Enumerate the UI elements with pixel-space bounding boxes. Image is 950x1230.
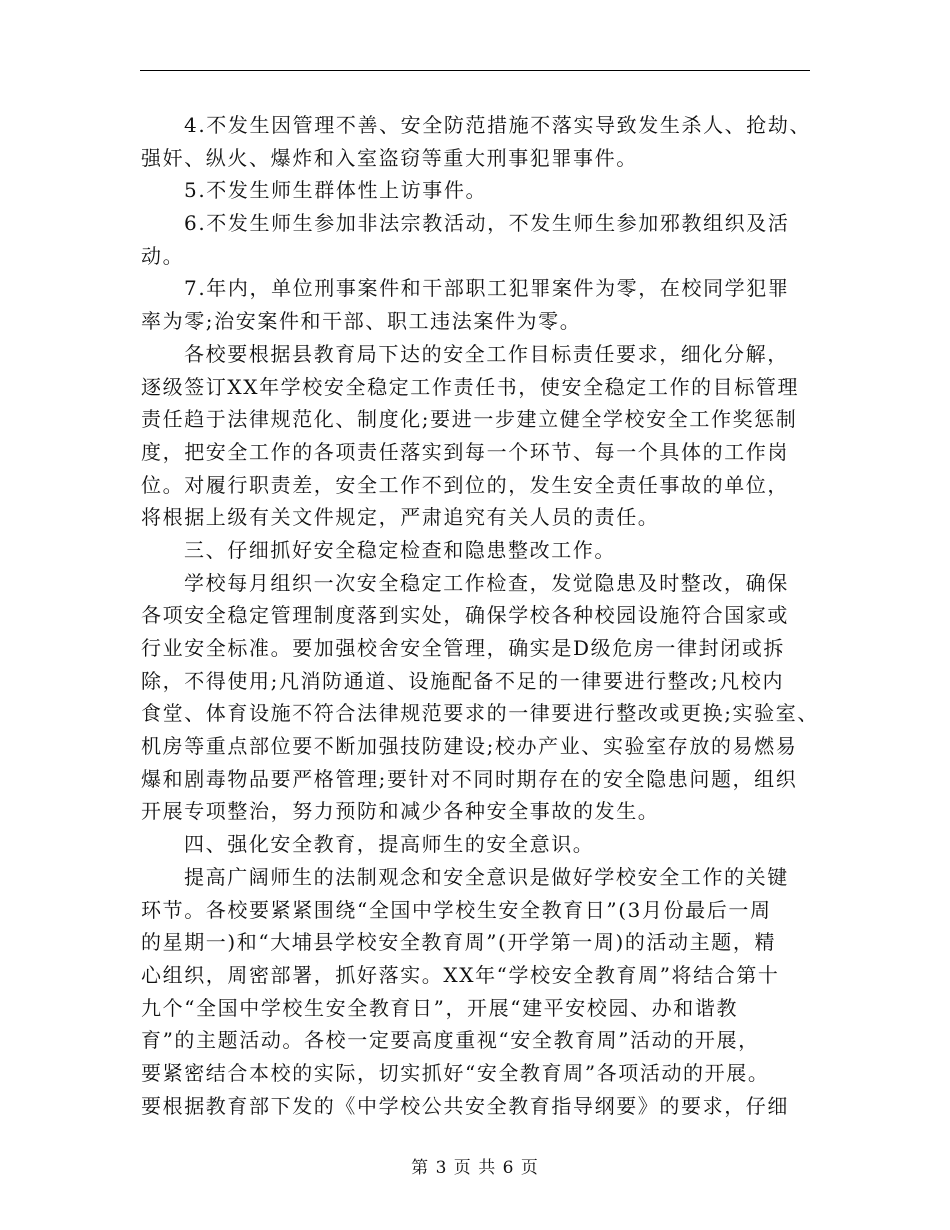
text-line: 位。对履行职责差，安全工作不到位的，发生安全责任事故的单位， [141, 472, 789, 497]
text-line: 的星期一)和“大埔县学校安全教育周”(开学第一周)的活动主题，精 [141, 930, 777, 955]
text-line: 要根据教育部下发的《中学校公共安全教育指导纲要》的要求，仔细 [141, 1093, 789, 1118]
text-line: 各项安全稳定管理制度落到实处，确保学校各种校园设施符合国家或 [141, 603, 789, 628]
text-line: 行业安全标准。要加强校舍安全管理，确实是D级危房一律封闭或拆 [141, 636, 786, 660]
text-line: 4.不发生因管理不善、安全防范措施不落实导致发生杀人、抢劫、 [184, 113, 812, 137]
text-line: 机房等重点部位要不断加强技防建设;校办产业、实验室存放的易燃易 [141, 734, 798, 759]
text-line: 心组织，周密部署，抓好落实。XX年“学校安全教育周”将结合第十 [141, 962, 780, 987]
page-number: 第 3 页 共 6 页 [411, 1158, 539, 1178]
text-line: 各校要根据县教育局下达的安全工作目标责任要求，细化分解， [184, 341, 789, 366]
text-line: 环节。各校要紧紧围绕“全国中学校生安全教育日”(3月份最后一周 [141, 897, 772, 922]
text-line: 强奸、纵火、爆炸和入室盗窃等重大刑事犯罪事件。 [141, 145, 638, 170]
text-line: 爆和剧毒物品要严格管理;要针对不同时期存在的安全隐患问题，组织 [141, 766, 798, 791]
text-line: 开展专项整治，努力预防和减少各种安全事故的发生。 [141, 799, 660, 824]
text-line: 将根据上级有关文件规定，严肃追究有关人员的责任。 [141, 505, 660, 530]
text-line: 5.不发生师生群体性上访事件。 [184, 178, 488, 203]
header-rule [140, 70, 810, 71]
text-line: 逐级签订XX年学校安全稳定工作责任书，使安全稳定工作的目标管理 [141, 374, 800, 399]
text-line: 责任趋于法律规范化、制度化;要进一步建立健全学校安全工作奖惩制 [141, 407, 798, 432]
text-line: 要紧密结合本校的实际，切实抓好“安全教育周”各项活动的开展。 [141, 1060, 770, 1085]
text-line: 食堂、体育设施不符合法律规范要求的一律要进行整改或更换;实验室、 [141, 701, 819, 726]
text-line: 7.年内，单位刑事案件和干部职工犯罪案件为零，在校同学犯罪 [184, 276, 790, 301]
text-line: 提高广阔师生的法制观念和安全意识是做好学校安全工作的关键 [184, 864, 789, 889]
text-line: 率为零;治安案件和干部、职工违法案件为零。 [141, 309, 582, 334]
text-line: 育”的主题活动。各校一定要高度重视“安全教育周”活动的开展， [141, 1028, 760, 1053]
section-heading: 三、仔细抓好安全稳定检查和隐患整改工作。 [184, 537, 616, 562]
text-line: 除，不得使用;凡消防通道、设施配备不足的一律要进行整改;凡校内 [141, 668, 785, 693]
document-body [141, 109, 821, 1122]
text-line: 学校每月组织一次安全稳定工作检查，发觉隐患及时整改，确保 [184, 570, 789, 595]
section-heading: 四、强化安全教育，提高师生的安全意识。 [184, 832, 595, 857]
text-line: 动。 [141, 243, 185, 268]
text-line: 6.不发生师生参加非法宗教活动，不发生师生参加邪教组织及活 [184, 211, 790, 236]
text-line: 九个“全国中学校生安全教育日”，开展“建平安校园、办和谐教 [141, 995, 739, 1020]
text-line: 度，把安全工作的各项责任落实到每一个环节、每一个具体的工作岗 [141, 439, 789, 464]
